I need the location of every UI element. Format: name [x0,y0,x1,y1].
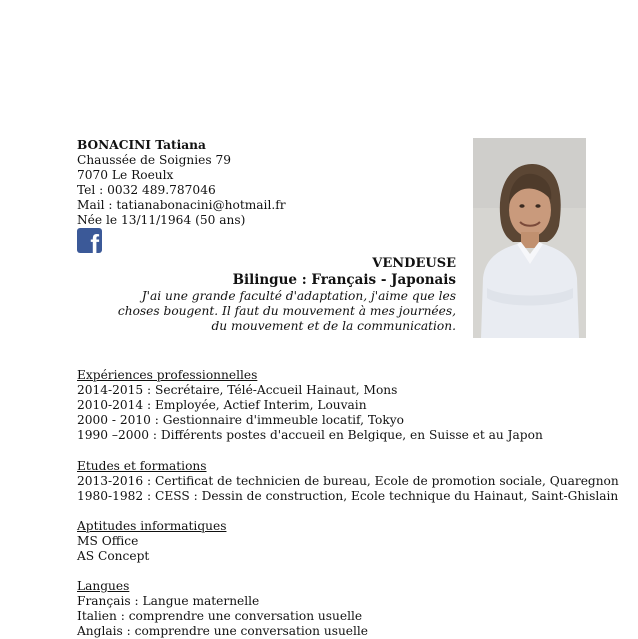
languages-title: Langues [77,579,130,593]
language-item: Anglais : comprendre une conversation usuelle [77,624,369,638]
languages-section [77,579,368,639]
education-title: Etudes et formations [77,459,207,473]
contact-block [77,138,286,228]
it-skill-item: MS Office [77,534,139,548]
phone-number: Tel : 0032 489.787046 [77,183,216,197]
experience-item: 2010-2014 : Employée, Actief Interim, Louvain [77,398,367,412]
language-item: Italien : comprendre une conversation usuelle [77,609,363,623]
person-name: BONACINI Tatiana [77,138,206,152]
it-skills-section [77,519,226,564]
education-item: 2013-2016 : Certificat de technicien de bureau, Ecole de promotion sociale, Quaregnon [77,474,619,488]
experience-item: 2014-2015 : Secrétaire, Télé-Accueil Hainaut, Mons [77,383,398,397]
headline-block [118,256,456,334]
it-skills-title: Aptitudes informatiques [77,519,227,533]
job-title: VENDEUSE [372,256,456,271]
education-item: 1980-1982 : CESS : Dessin de construction, Ecole technique du Hainaut, Saint-Ghislain [77,489,619,503]
it-skill-item: AS Concept [77,549,150,563]
profile-photo-illustration [473,138,586,338]
pitch-line: choses bougent. Il faut du mouvement à mes journées, [117,304,456,318]
email-address: Mail : tatianabonacini@hotmail.fr [77,198,286,212]
address-street: Chaussée de Soignies 79 [77,153,231,167]
birth-date: Née le 13/11/1964 (50 ans) [77,213,246,227]
profile-photo [473,138,586,338]
pitch-line: du mouvement et de la communication. [211,319,456,333]
experience-section [77,368,543,443]
experience-title: Expériences professionnelles [77,368,258,382]
pitch-line: J'ai une grande faculté d'adaptation, j'aime que les [141,289,456,303]
experience-item: 2000 - 2010 : Gestionnaire d'immeuble locatif, Tokyo [77,413,404,427]
facebook-icon[interactable] [77,228,102,253]
experience-item: 1990 –2000 : Différents postes d'accueil en Belgique, en Suisse et au Japon [77,428,543,442]
address-city: 7070 Le Roeulx [77,168,174,182]
education-section [77,459,619,504]
language-headline: Bilingue : Français - Japonais [232,272,456,288]
language-item: Français : Langue maternelle [77,594,260,608]
facebook-letter: f [90,229,99,253]
